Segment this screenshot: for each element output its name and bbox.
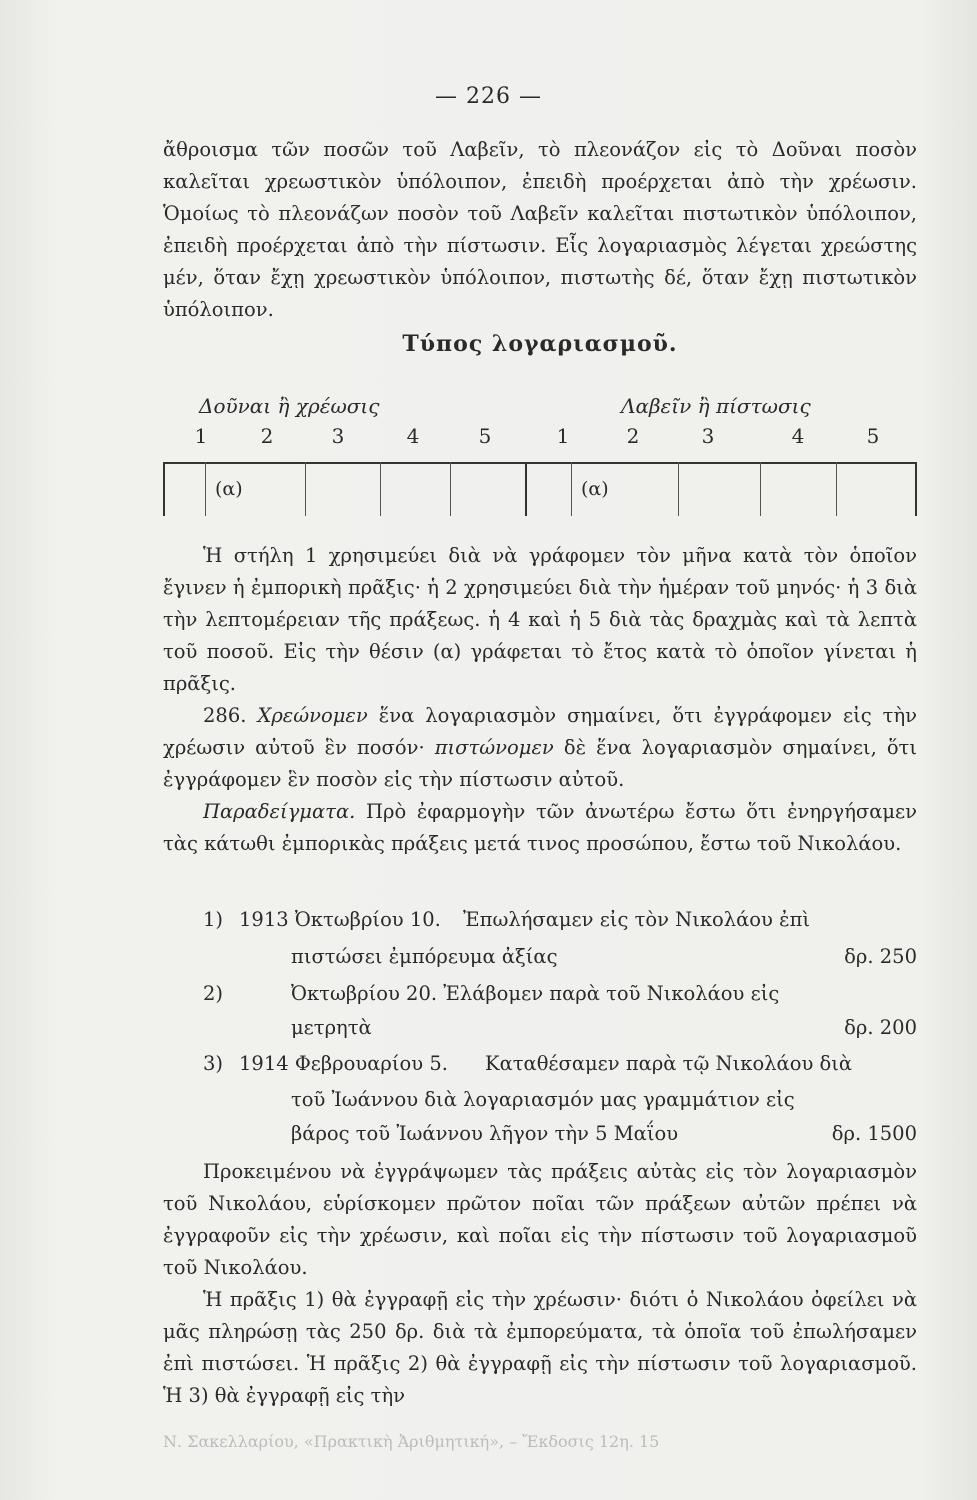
credit-label: Λαβεῖν ἢ πίστωσις	[621, 394, 811, 418]
ledger-column-line	[305, 462, 306, 516]
ledger-column-line	[163, 462, 165, 516]
column-number: 5	[866, 424, 880, 448]
paragraph-text: Πρὸ ἐφαρμογὴν τῶν ἀνωτέρω ἔστω ὅτι ἐνηργήσαμεν τὰς κάτωθι ἐμπορικὰς πράξεις μετά τινος προσώπου, ἔστω τοῦ Νικολάου.	[163, 800, 917, 855]
column-number: 3	[331, 424, 345, 448]
entry-amount: δρ. 200	[844, 1016, 917, 1039]
entry-description: τοῦ Ἰωάννου διὰ λογαριασμόν μας γραμμάτιον εἰς	[291, 1088, 795, 1111]
paragraph-text: Ἡ πρᾶξις 1) θὰ ἐγγραφῇ εἰς τὴν χρέωσιν· διότι ὁ Νικολάου ὀφείλει νὰ μᾶς πληρώσῃ τὰς 250 δρ. διὰ τὰ ἐμπορεύματα, τὰ ὁποῖα τοῦ ἐπωλήσαμεν ἐπὶ πιστώσει. Ἡ πρᾶξις 2) θὰ ἐγγραφῇ εἰς τὴν πίστωσιν τοῦ λογαριασμοῦ. Ἡ 3) θὰ ἐγγραφῇ εἰς τὴν	[163, 1288, 917, 1407]
columns-explanation	[163, 540, 917, 860]
entry-amount: δρ. 250	[844, 945, 917, 968]
ledger-column-line	[760, 462, 761, 516]
footer-bleedthrough: Ν. Σακελλαρίου, «Πρακτικὴ Ἀριθμητική», – Ἔκδοσις 12η. 15	[163, 1432, 660, 1451]
paragraph-text: ἕνα λογαριασμὸν σημαίνει, ὅτι ἐγγράφομεν εἰς τὴν χρέωσιν αὐτοῦ ἓν ποσόν·	[163, 704, 918, 759]
section-heading: Τύπος λογαριασμοῦ.	[402, 331, 678, 357]
year-mark: (α)	[215, 478, 243, 500]
term-credit: πιστώνομεν	[434, 736, 554, 759]
column-number: 2	[626, 424, 640, 448]
column-number: 3	[701, 424, 715, 448]
ledger-column-line	[678, 462, 679, 516]
paragraph-286	[163, 700, 917, 796]
transaction-entry-cont	[163, 941, 917, 973]
page-number: — 226 —	[435, 84, 542, 109]
entry-number: 2)	[203, 982, 224, 1005]
ledger-header	[163, 394, 917, 460]
ledger-top-rule	[163, 462, 917, 464]
entry-description: Ἐπωλήσαμεν εἰς τὸν Νικολάου ἐπὶ	[463, 908, 811, 931]
column-number: 1	[556, 424, 570, 448]
closing-paragraphs	[163, 1156, 917, 1412]
paragraph-text: δὲ ἕνα λογαριασμὸν σημαίνει, ὅτι ἐγγράφομεν ἓν ποσὸν εἰς τὴν πίστωσιν αὐτοῦ.	[163, 736, 917, 791]
ledger-column-line	[380, 462, 381, 516]
transaction-entry-cont	[163, 1084, 917, 1116]
ledger-column-line	[571, 462, 572, 516]
entry-description: Ὀκτωβρίου 20. Ἐλάβομεν παρὰ τοῦ Νικολάου εἰς	[291, 982, 780, 1005]
ledger-center-line	[525, 462, 527, 516]
entry-date: 1913 Ὀκτωβρίου 10.	[239, 908, 441, 931]
debit-label: Δοῦναι ἢ χρέωσις	[199, 394, 380, 418]
column-number: 4	[406, 424, 420, 448]
entry-description: πιστώσει ἐμπόρευμα ἀξίας	[291, 945, 558, 968]
transaction-entry-cont	[163, 1118, 917, 1150]
transaction-entry-cont	[163, 1012, 917, 1044]
column-number: 1	[194, 424, 208, 448]
ledger-column-line	[836, 462, 837, 516]
transaction-entry	[163, 904, 917, 936]
examples-intro	[163, 796, 917, 860]
year-mark: (α)	[581, 478, 609, 500]
column-number: 5	[478, 424, 492, 448]
entry-description: Καταθέσαμεν παρὰ τῷ Νικολάου διὰ	[485, 1052, 853, 1075]
paragraph-text: Ἡ στήλη 1 χρησιμεύει διὰ νὰ γράφομεν τὸν μῆνα κατὰ τὸν ὁποῖον ἔγινεν ἡ ἐμπορικὴ πρᾶξις· ἡ 2 χρησιμεύει διὰ τὴν ἡμέραν τοῦ μηνός· ἡ 3 διὰ τὴν λεπτομέρειαν τῆς πράξεως. ἡ 4 καὶ ἡ 5 διὰ τὰς δραχμὰς καὶ τὰ λεπτὰ τοῦ ποσοῦ. Εἰς τὴν θέσιν (α) γράφεται τὸ ἔτος κατὰ τὸ ὁποῖον γίνεται ἡ πρᾶξις.	[163, 544, 917, 695]
ledger-column-line	[205, 462, 206, 516]
column-number: 4	[791, 424, 805, 448]
examples-label: Παραδείγματα.	[203, 800, 356, 823]
ledger-table	[163, 462, 917, 516]
paragraph-text: Προκειμένου νὰ ἐγγράψωμεν τὰς πράξεις αὐτὰς εἰς τὸν λογαριασμὸν τοῦ Νικολάου, εὑρίσκομεν πρῶτον ποῖαι τῶν πράξεων αὐτῶν πρέπει νὰ ἐγγραφοῦν εἰς τὴν χρέωσιν, καὶ ποῖαι εἰς τὴν πίστωσιν τοῦ λογαριασμοῦ τοῦ Νικολάου.	[163, 1160, 917, 1279]
paragraph-balance	[163, 134, 917, 360]
entry-number: 1)	[203, 908, 224, 931]
paragraph-text: ἄθροισμα τῶν ποσῶν τοῦ Λαβεῖν, τὸ πλεονάζον εἰς τὸ Δοῦναι ποσὸν καλεῖται χρεωστικὸν ὑπόλοιπον, ἐπειδὴ προέρχεται ἀπὸ τὴν χρέωσιν. Ὁμοίως τὸ πλεονάζων ποσὸν τοῦ Λαβεῖν καλεῖται πιστωτικὸν ὑπόλοιπον, ἐπειδὴ προέρχεται ἀπὸ τὴν πίστωσιν. Εἷς λογαριασμὸς λέγεται χρεώστης μέν, ὅταν ἔχῃ χρεωστικὸν ὑπόλοιπον, πιστωτὴς δέ, ὅταν ἔχῃ πιστωτικὸν ὑπόλοιπον.	[163, 138, 917, 321]
ledger-column-line	[450, 462, 451, 516]
transaction-entry	[163, 978, 917, 1010]
section-number: 286.	[203, 704, 247, 727]
transaction-entry	[163, 1048, 917, 1080]
entry-number: 3)	[203, 1052, 224, 1075]
column-number: 2	[260, 424, 274, 448]
entry-amount: δρ. 1500	[831, 1122, 917, 1145]
entry-description: μετρητὰ	[291, 1016, 372, 1039]
ledger-column-line	[915, 462, 917, 516]
entry-description: βάρος τοῦ Ἰωάννου λῆγον τὴν 5 Μαΐου	[291, 1122, 679, 1145]
term-debit: Χρεώνομεν	[257, 704, 368, 727]
entry-date: 1914 Φεβρουαρίου 5.	[239, 1052, 448, 1075]
